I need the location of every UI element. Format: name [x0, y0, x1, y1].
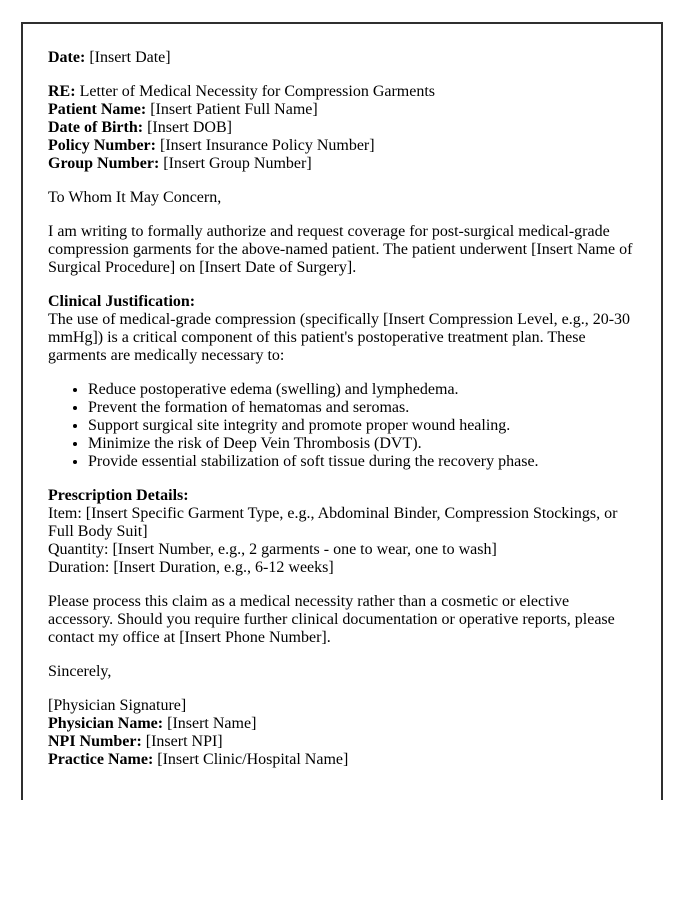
dob-label: Date of Birth: [48, 119, 144, 136]
date-label: Date: [48, 49, 86, 66]
policy-number-value: [Insert Insurance Policy Number] [155, 137, 375, 154]
medical-necessity-list [48, 381, 636, 471]
list-item: • Prevent the formation of hematomas and seromas. [88, 399, 636, 417]
npi-number-value: [Insert NPI] [141, 733, 223, 750]
clinical-justification-body: The use of medical-grade compression (specifically [Insert Compression Level, e.g., 20-30 mmHg]) is a critical component of this patient's postoperative treatment plan. These garments are medically necessary to: [48, 311, 631, 364]
closing-request-paragraph: Please process this claim as a medical necessity rather than a cosmetic or elective accessory. Should you require further clinical documentation or operative reports, please contact my office at [Insert Phone Number]. [48, 593, 615, 646]
practice-name-label: Practice Name: [48, 751, 154, 768]
group-number-label: Group Number: [48, 155, 160, 172]
physician-signature-placeholder: [Physician Signature] [48, 697, 187, 714]
clinical-justification-block [48, 293, 636, 365]
prescription-item: Item: [Insert Specific Garment Type, e.g., Abdominal Binder, Compression Stockings, or Full Body Suit] [48, 505, 618, 540]
signature-block [48, 697, 636, 769]
salutation: To Whom It May Concern, [48, 189, 222, 206]
dob-value: [Insert DOB] [143, 119, 232, 136]
list-item: • Minimize the risk of Deep Vein Thrombosis (DVT). [88, 435, 636, 453]
re-value: Letter of Medical Necessity for Compression Garments [75, 83, 436, 100]
patient-name-label: Patient Name: [48, 101, 147, 118]
letter-page [21, 22, 663, 800]
clinical-justification-heading: Clinical Justification: [48, 293, 196, 310]
patient-name-value: [Insert Patient Full Name] [146, 101, 318, 118]
npi-number-label: NPI Number: [48, 733, 142, 750]
policy-number-label: Policy Number: [48, 137, 156, 154]
prescription-quantity: Quantity: [Insert Number, e.g., 2 garments - one to wear, one to wash] [48, 541, 497, 558]
physician-name-label: Physician Name: [48, 715, 164, 732]
intro-paragraph: I am writing to formally authorize and request coverage for post-surgical medical-grade compression garments for the above-named patient. The patient underwent [Insert Name of Surgical Procedure] on [Insert Date of Surgery]. [48, 223, 633, 276]
prescription-heading: Prescription Details: [48, 487, 189, 504]
list-item: • Support surgical site integrity and promote proper wound healing. [88, 417, 636, 435]
date-line [48, 49, 636, 67]
date-value: [Insert Date] [85, 49, 171, 66]
signoff: Sincerely, [48, 663, 112, 680]
prescription-block [48, 487, 636, 577]
list-item: • Provide essential stabilization of soft tissue during the recovery phase. [88, 453, 636, 471]
prescription-duration: Duration: [Insert Duration, e.g., 6-12 weeks] [48, 559, 334, 576]
physician-name-value: [Insert Name] [163, 715, 257, 732]
group-number-value: [Insert Group Number] [159, 155, 312, 172]
header-block [48, 83, 636, 173]
re-label: RE: [48, 83, 76, 100]
practice-name-value: [Insert Clinic/Hospital Name] [153, 751, 349, 768]
list-item: • Reduce postoperative edema (swelling) and lymphedema. [88, 381, 636, 399]
